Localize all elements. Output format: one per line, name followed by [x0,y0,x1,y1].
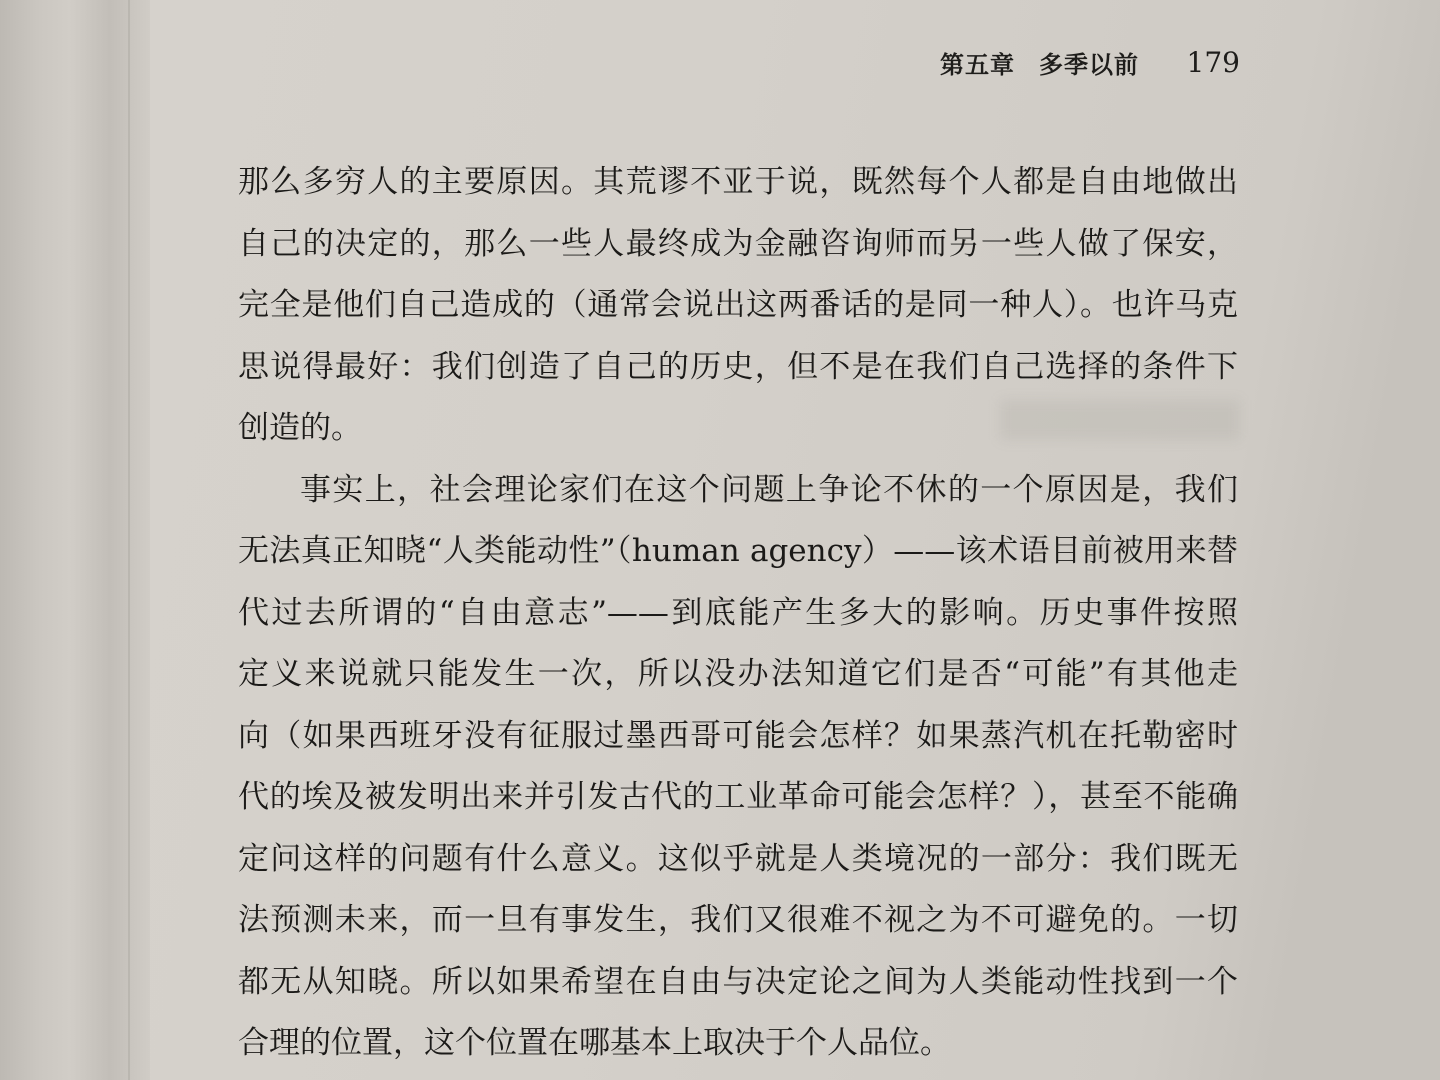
text-line: 完全是他们自己造成的（通常会说出这两番话的是同一种人）。也许马克 [238,287,1238,323]
text-line: 思说得最好：我们创造了自己的历史，但不是在我们自己选择的条件下 [238,348,1238,385]
text-line: 定义来说就只能发生一次，所以没办法知道它们是否“可能”有其他走 [238,656,1238,692]
text-line: 自己的决定的，那么一些人最终成为金融咨询师而另一些人做了保安， [238,225,1238,262]
text-line: 定问这样的问题有什么意义。这似乎就是人类境况的一部分：我们既无 [238,840,1238,877]
text-line: 那么多穷人的主要原因。其荒谬不亚于说，既然每个人都是自由地做出 [238,164,1238,200]
text-line: 向（如果西班牙没有征服过墨西哥可能会怎样？如果蒸汽机在托勒密时 [238,717,1238,754]
body-text [238,152,1238,1075]
chapter-label: 第五章 [940,49,1015,79]
page-number: 179 [1186,45,1240,79]
text-line: 合理的位置，这个位置在哪基本上取决于个人品位。 [238,1025,951,1061]
text-line: 事实上，社会理论家们在这个问题上争论不休的一个原因是，我们 [300,471,1238,508]
text-line: 无法真正知晓“人类能动性”（human agency）——该术语目前被用来替 [238,533,1238,569]
chapter-title: 多季以前 [1039,49,1139,79]
text-line: 都无从知晓。所以如果希望在自由与决定论之间为人类能动性找到一个 [238,963,1238,1000]
text-line: 代的埃及被发明出来并引发古代的工业革命可能会怎样？），甚至不能确 [238,779,1238,815]
text-line: 创造的。 [238,410,362,446]
running-head [940,40,1240,84]
text-line: 法预测未来，而一旦有事发生，我们又很难不视之为不可避免的。一切 [238,902,1238,938]
gutter-shadow [128,0,130,1080]
text-line: 代过去所谓的“自由意志”——到底能产生多大的影响。历史事件按照 [238,594,1238,631]
